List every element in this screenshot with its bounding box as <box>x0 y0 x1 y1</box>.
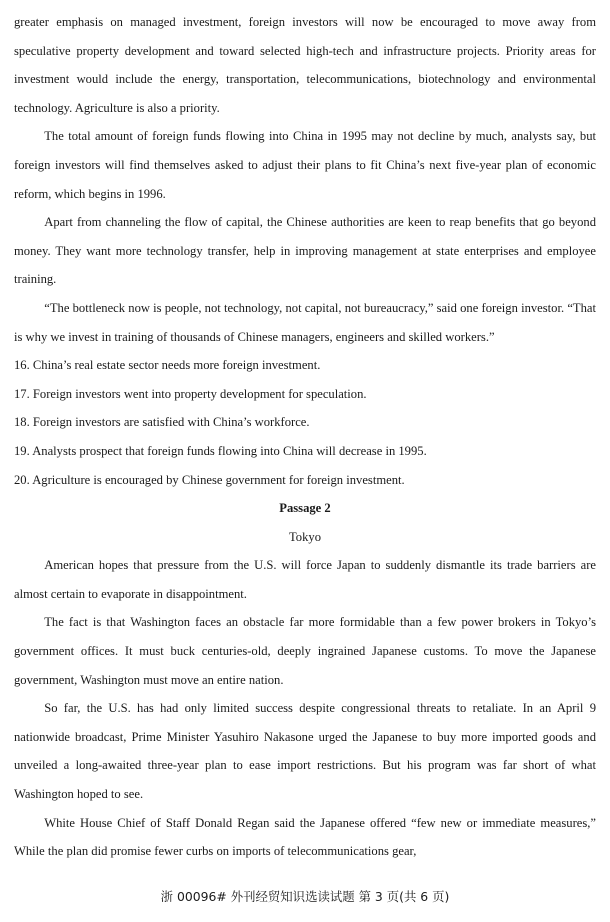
question-19: 19. Analysts prospect that foreign funds flowing into China will decrease in 1995. <box>14 443 427 458</box>
question-16: 16. China’s real estate sector needs more foreign investment. <box>14 358 321 373</box>
page-footer: 浙 00096# 外刊经贸知识选读试题 第 3 页(共 6 页) <box>160 889 450 904</box>
passage-2-title: Passage 2 <box>279 501 331 516</box>
paragraph-white-house: White House Chief of Staff Donald Regan said the Japanese offered “few new or immediate measures,” While the plan did promise fewer curbs on imports of telecommunications gear, <box>14 815 596 859</box>
paragraph-limited-success: So far, the U.S. has had only limited success despite congressional threats to retaliate. In an April 9 nationwide broadcast, Prime Minister Yasuhiro Nakasone urged the Japanese to buy more imported goods and unveiled a long-awaited three-year plan to ease import restrictions. But his program was far short of what Washington hoped to see. <box>14 701 596 802</box>
paragraph-bottleneck-quote: “The bottleneck now is people, not technology, not capital, not bureaucracy,” said one foreign investor. “That is why we invest in training of thousands of Chinese managers, engineers and skilled workers.” <box>14 300 596 344</box>
question-list <box>14 351 596 494</box>
paragraph-american-hopes: American hopes that pressure from the U.S. will force Japan to suddenly dismantle its trade barriers are almost certain to evaporate in disappointment. <box>14 558 596 601</box>
paragraph-obstacle: The fact is that Washington faces an obstacle far more formidable than a few power brokers in Tokyo’s government offices. It must buck centuries-old, deeply ingrained Japanese customs. To move the Japanese government, Washington must move an entire nation. <box>14 615 596 687</box>
paragraph-foreign-funds: The total amount of foreign funds flowing into China in 1995 may not decline by much, analysts say, but foreign investors will find themselves asked to adjust their plans to fit China’s next five-year plan of economic reform, which begins in 1996. <box>14 129 596 201</box>
passage-2-subtitle: Tokyo <box>288 529 321 544</box>
question-17: 17. Foreign investors went into property development for speculation. <box>14 386 367 401</box>
question-20: 20. Agriculture is encouraged by Chinese government for foreign investment. <box>14 472 405 487</box>
continued-paragraph: greater emphasis on managed investment, foreign investors will now be encouraged to move away from speculative property development and toward selected high-tech and infrastructure projects. Priority areas for investment would include the energy, transportation, telecommunications, biotechnology and environmental technology. Agriculture is also a priority. <box>14 15 596 115</box>
paragraph-authorities: Apart from channeling the flow of capital, the Chinese authorities are keen to reap benefits that go beyond money. They want more technology transfer, help in improving management at state enterprises and employee training. <box>14 215 596 287</box>
question-18: 18. Foreign investors are satisfied with China’s workforce. <box>14 415 310 430</box>
